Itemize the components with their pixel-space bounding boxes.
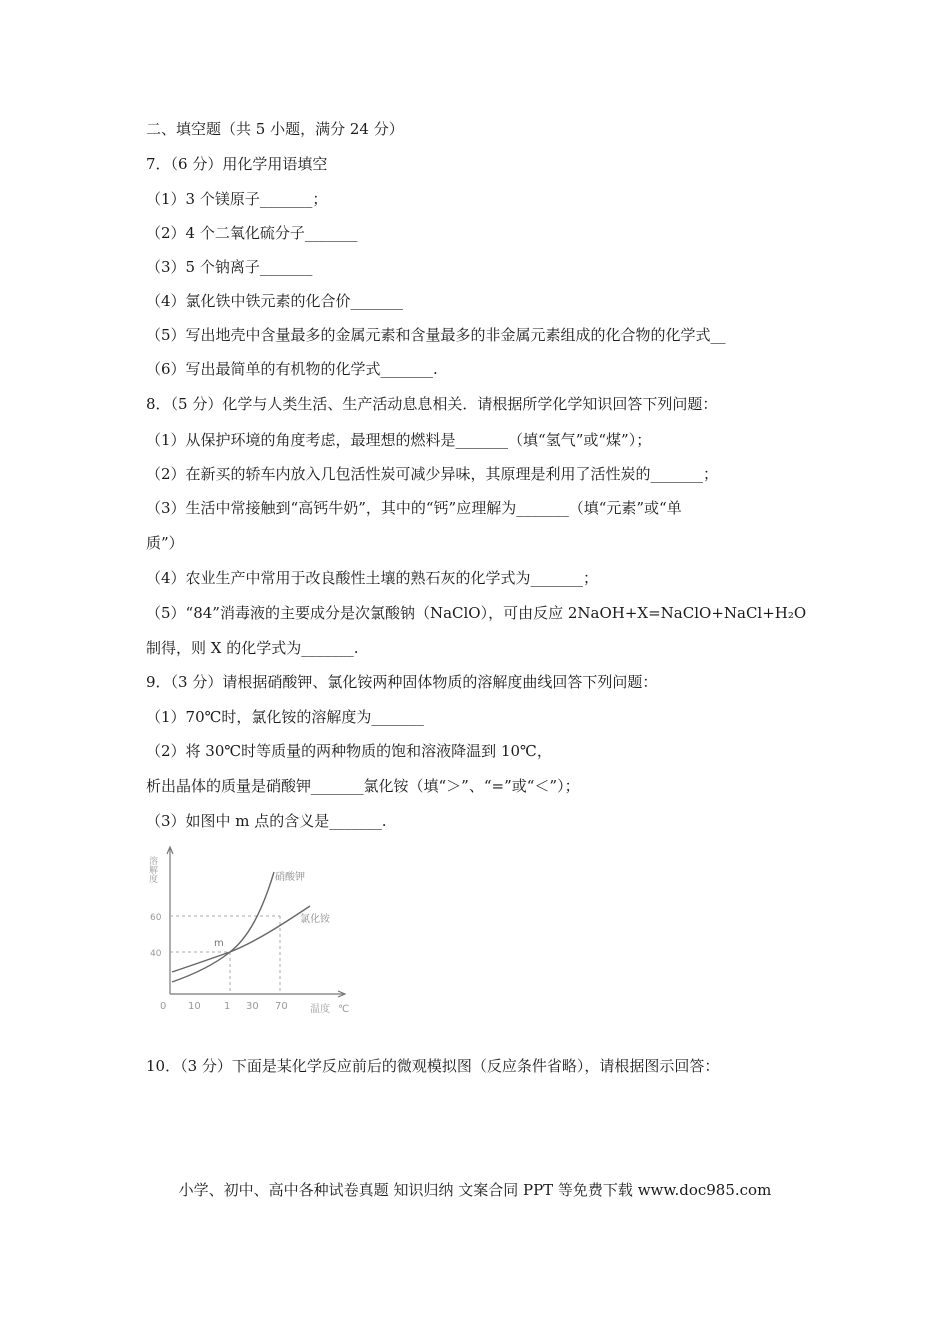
curve-kno3	[172, 872, 274, 982]
y-tick-40: 40	[150, 949, 162, 959]
curve-nh4cl	[172, 906, 310, 972]
question-7-item-3: （3）5 个钠离子_______	[146, 258, 313, 276]
question-7-item-5: （5）写出地壳中含量最多的金属元素和含量最多的非金属元素组成的化合物的化学式__	[146, 326, 726, 344]
question-9-item-2-cont: 析出晶体的质量是硝酸钾_______氯化铵（填“＞”、“=”或“＜”）；	[146, 777, 580, 795]
x-tick-10: 10	[188, 1001, 201, 1012]
y-axis-label: 溶解度	[147, 856, 157, 883]
section-title: 二、填空题（共 5 小题，满分 24 分）	[146, 120, 404, 138]
x-axis-label: 温度	[310, 1004, 330, 1015]
question-7-item-1: （1）3 个镁原子_______；	[146, 190, 328, 208]
question-9-item-2: （2）将 30℃时等质量的两种物质的饱和溶液降温到 10℃，	[146, 742, 552, 760]
question-8-item-5-cont: 制得，则 X 的化学式为_______.	[146, 639, 359, 657]
page-footer: 小学、初中、高中各种试卷真题 知识归纳 文案合同 PPT 等免费下载 www.doc985.com	[178, 1181, 772, 1199]
question-7-item-4: （4）氯化铁中铁元素的化合价_______	[146, 292, 404, 310]
question-7-item-6: （6）写出最简单的有机物的化学式_______.	[146, 360, 438, 378]
curve-kno3-label: 硝酸钾	[275, 872, 305, 883]
question-8-item-4: （4）农业生产中常用于改良酸性土壤的熟石灰的化学式为_______；	[146, 569, 599, 587]
question-8-item-5: （5）“84”消毒液的主要成分是次氯酸钠（NaClO），可由反应 2NaOH+X=NaClO+NaCl+H₂O	[146, 604, 807, 622]
x-tick-20: 1	[224, 1001, 231, 1012]
question-8-item-1: （1）从保护环境的角度考虑，最理想的燃料是_______（填“氢气”或“煤”）；	[146, 431, 652, 449]
question-9-title: 9．（3 分）请根据硝酸钾、氯化铵两种固体物质的溶解度曲线回答下列问题：	[146, 673, 658, 691]
question-9-item-1: （1）70℃时，氯化铵的溶解度为_______	[146, 708, 424, 726]
question-9-item-3: （3）如图中 m 点的含义是_______.	[146, 812, 387, 830]
point-m-label: m	[214, 938, 224, 949]
question-7-title: 7．（6 分）用化学用语填空	[146, 155, 328, 173]
x-tick-30: 30	[246, 1001, 259, 1012]
solubility-curve-graph	[140, 842, 370, 1017]
question-10-title: 10．（3 分）下面是某化学反应前后的微观模拟图（反应条件省略），请根据图示回答：	[146, 1057, 720, 1075]
question-8-item-3: （3）生活中常接触到“高钙牛奶”，其中的“钙”应理解为_______（填“元素”或“单	[146, 499, 682, 517]
question-7-item-2: （2）4 个二氧化硫分子_______	[146, 224, 358, 242]
x-tick-70: 70	[275, 1001, 288, 1012]
y-tick-60: 60	[150, 913, 162, 923]
question-8-title: 8．（5 分）化学与人类生活、生产活动息息相关．请根据所学化学知识回答下列问题：	[146, 395, 718, 413]
x-tick-0: 0	[160, 1001, 167, 1012]
x-axis-unit: ℃	[338, 1004, 350, 1015]
question-8-item-2: （2）在新买的轿车内放入几包活性炭可减少异味，其原理是利用了活性炭的_______；	[146, 465, 719, 483]
curve-nh4cl-label: 氯化铵	[300, 914, 330, 925]
question-8-item-3-cont: 质”）	[146, 534, 184, 552]
